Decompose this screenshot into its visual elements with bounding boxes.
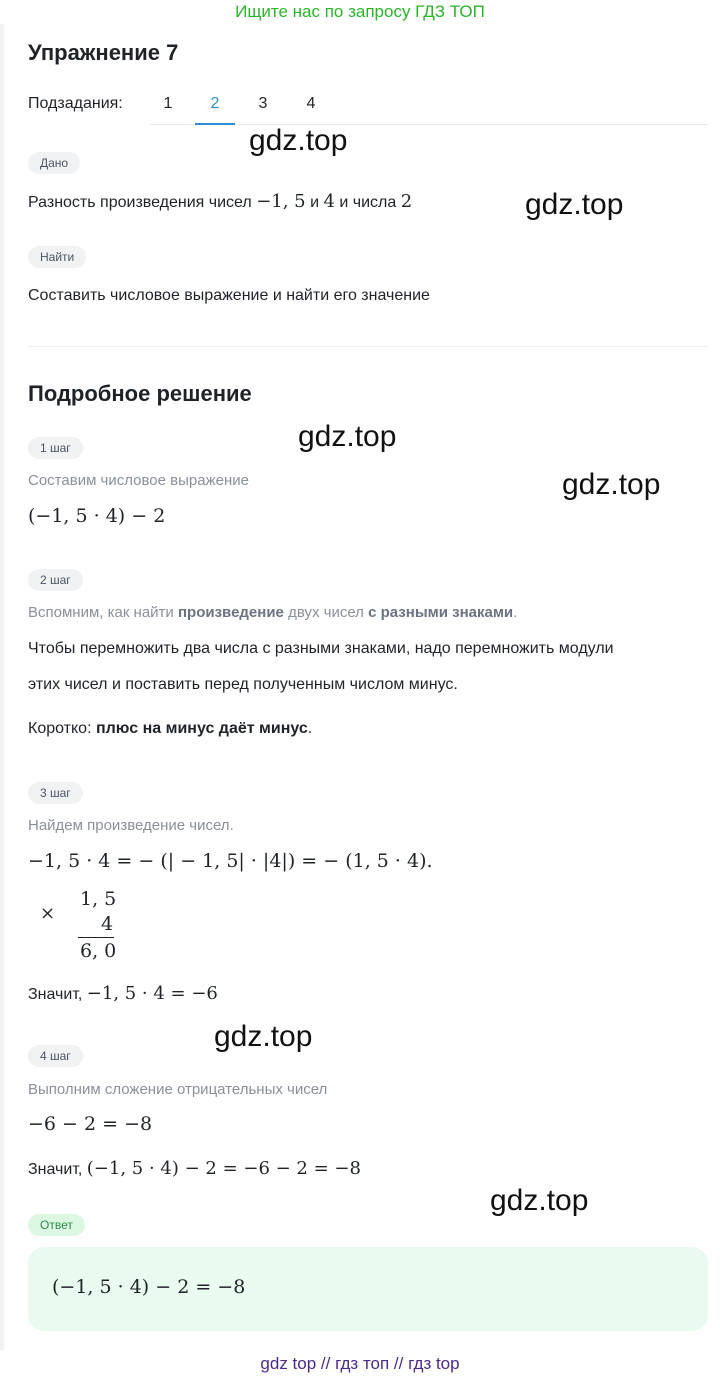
step2-chip: 2 шаг	[28, 569, 83, 591]
watermark: gdz.top	[525, 188, 624, 221]
step4-caption: Выполним сложение отрицательных чисел	[28, 1081, 328, 1098]
step2-text-line2: этих чисел и поставить перед полученным числом минус.	[28, 676, 458, 693]
given-and1: и	[310, 194, 320, 211]
tab-subtask-3[interactable]: 3	[258, 95, 268, 112]
step4-conclusion	[28, 1158, 361, 1179]
answer-math: (−1, 5 · 4) − 2 = −8	[52, 1276, 246, 1298]
footer-links[interactable]: gdz top // гдз топ // гдз top	[260, 1354, 460, 1373]
mult-line	[78, 937, 114, 938]
step2-text-line1: Чтобы перемножить два числа с разными знаками, надо перемножить модули	[28, 640, 614, 657]
step3-math: −1, 5 · 4 = − (| − 1, 5| · |4|) = − (1, 5 · 4).	[28, 850, 433, 872]
mult-times-sign: ×	[40, 903, 56, 924]
tab-subtask-4[interactable]: 4	[306, 95, 316, 112]
step2-short	[28, 720, 312, 738]
step2-caption-b: произведение	[177, 604, 284, 621]
step1-math: (−1, 5 · 4) − 2	[28, 505, 166, 527]
step2-caption-e: .	[513, 604, 518, 621]
mult-mid: 4	[101, 913, 114, 935]
section-divider	[28, 346, 708, 347]
watermark: gdz.top	[490, 1184, 589, 1217]
given-num3: 2	[400, 191, 413, 212]
step2-short-b: плюс на минус даёт минус	[95, 720, 308, 737]
given-chip: Дано	[28, 152, 80, 174]
tab-subtask-1[interactable]: 1	[163, 95, 173, 112]
mult-result: 6, 0	[80, 940, 117, 962]
answer-chip: Ответ	[28, 1214, 85, 1236]
step4-chip: 4 шаг	[28, 1045, 83, 1067]
search-hint-banner: Ищите нас по запросу ГДЗ ТОП	[235, 2, 485, 21]
given-num1: −1, 5	[256, 191, 306, 212]
exercise-title: Упражнение 7	[28, 40, 179, 65]
given-num2: 4	[323, 191, 335, 212]
step3-conclusion-math: −1, 5 · 4 = −6	[86, 983, 218, 1004]
step3-chip: 3 шаг	[28, 782, 83, 804]
given-and2: и числа	[339, 194, 397, 211]
step4-math: −6 − 2 = −8	[28, 1113, 153, 1135]
step3-conclusion-label: Значит,	[28, 986, 83, 1003]
given-text	[28, 191, 412, 212]
step2-short-c: .	[307, 720, 313, 737]
watermark: gdz.top	[562, 468, 661, 501]
find-chip: Найти	[28, 246, 86, 268]
find-text: Составить числовое выражение и найти его значение	[28, 287, 430, 304]
step2-short-a: Коротко:	[28, 720, 92, 737]
watermark: gdz.top	[249, 124, 348, 157]
step4-conclusion-math: (−1, 5 · 4) − 2 = −6 − 2 = −8	[86, 1158, 361, 1179]
answer-box	[28, 1247, 708, 1331]
step4-conclusion-label: Значит,	[28, 1161, 83, 1178]
given-text-a: Разность произведения чисел	[28, 194, 252, 211]
mult-top: 1, 5	[80, 888, 117, 910]
step2-caption-a: Вспомним, как найти	[28, 604, 174, 621]
watermark: gdz.top	[298, 420, 397, 453]
tab-subtask-2[interactable]: 2	[210, 95, 220, 112]
step1-caption: Составим числовое выражение	[28, 472, 249, 489]
step3-conclusion	[28, 983, 218, 1004]
step3-caption: Найдем произведение чисел.	[28, 817, 234, 834]
step2-caption-c: двух чисел	[288, 604, 364, 621]
subtasks-label: Подзадания:	[28, 95, 123, 112]
step2-caption-d: с разными знаками	[368, 604, 514, 621]
active-tab-indicator	[195, 123, 235, 125]
solution-title: Подробное решение	[28, 381, 252, 406]
step1-chip: 1 шаг	[28, 437, 83, 459]
left-rail	[0, 24, 4, 1350]
watermark: gdz.top	[214, 1020, 313, 1053]
step2-caption	[28, 604, 517, 621]
